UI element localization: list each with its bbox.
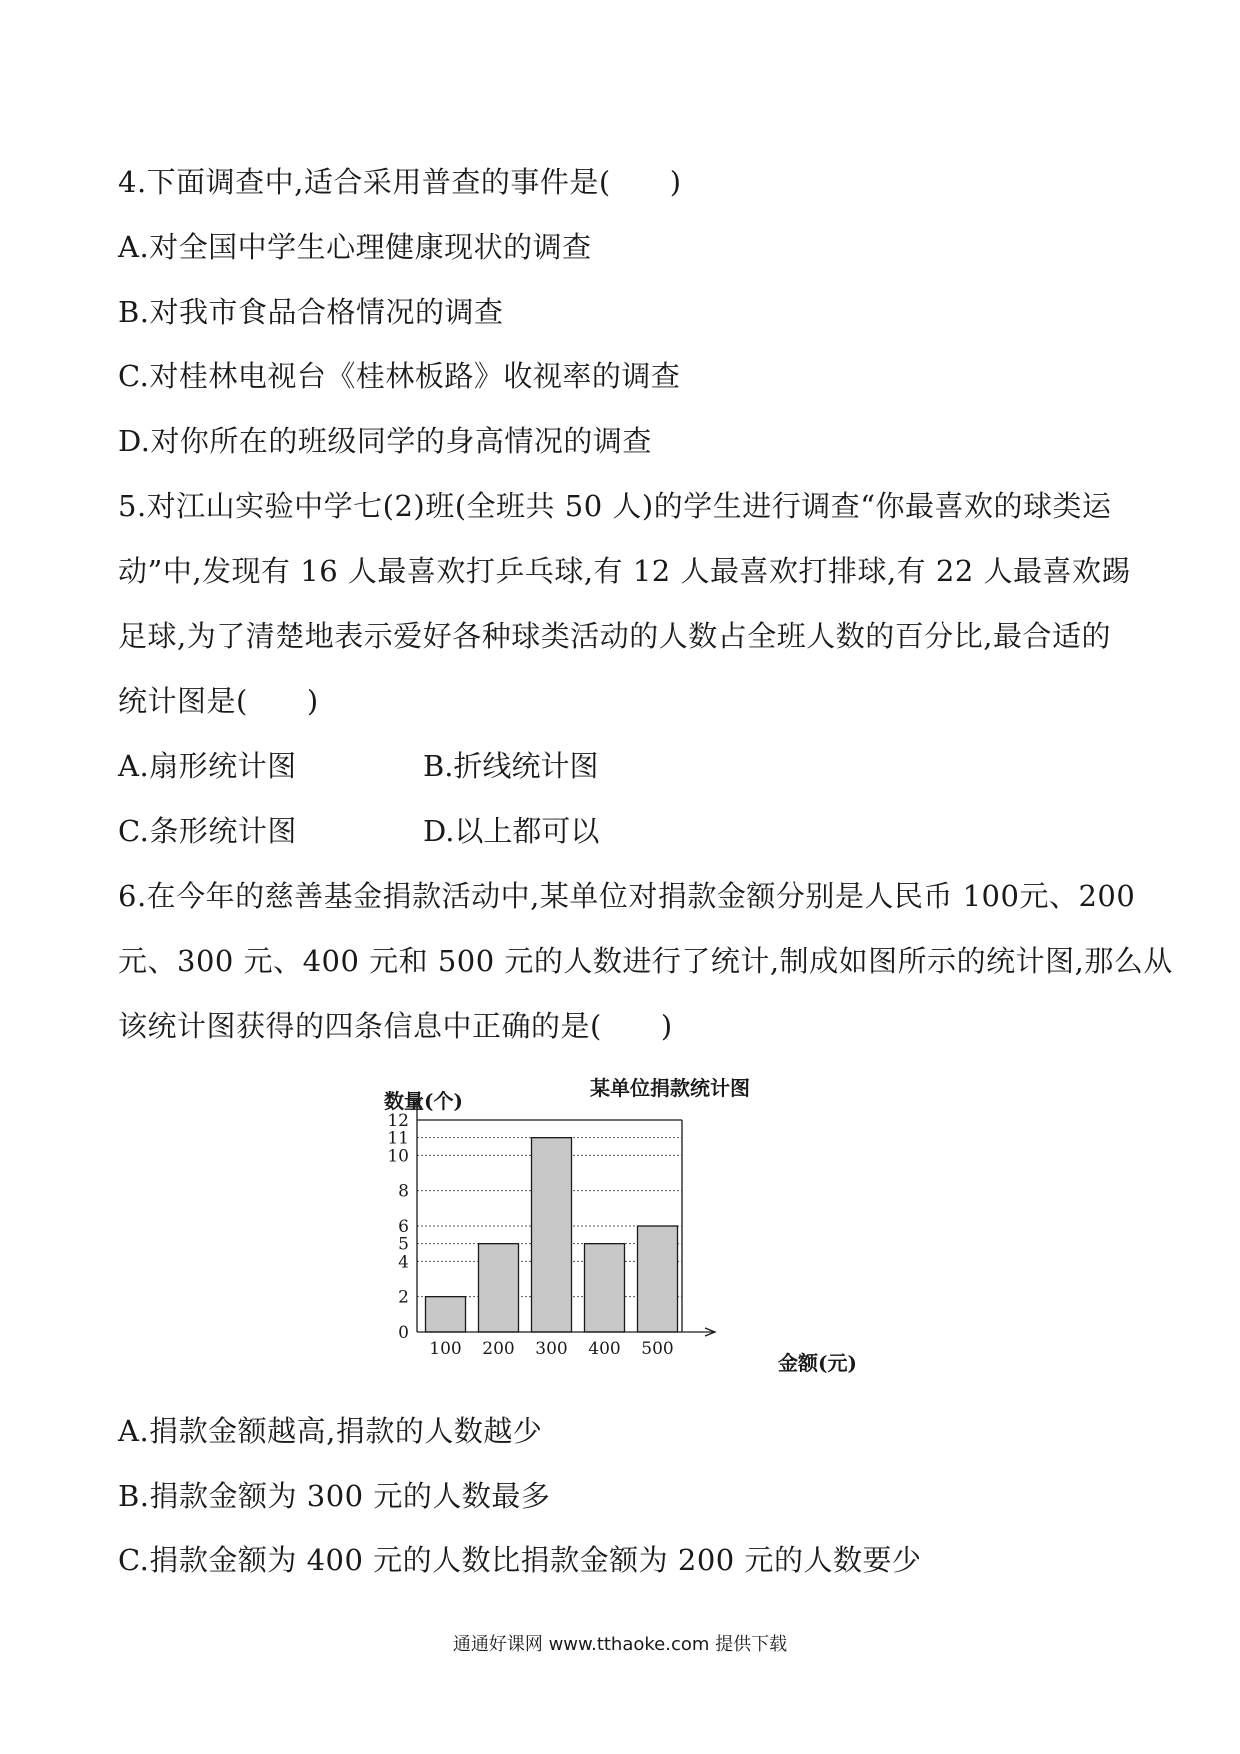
bar-300 <box>532 1138 572 1332</box>
q4-option-a: A.对全国中学生心理健康现状的调查 <box>118 230 592 264</box>
y-tick-label: 10 <box>387 1146 409 1167</box>
footer-watermark: 通通好课网 www.tthaoke.com 提供下载 <box>452 1634 788 1655</box>
donation-bar-chart <box>370 1065 870 1385</box>
q5-option-d: D.以上都可以 <box>423 814 600 848</box>
q5-option-b: B.折线统计图 <box>423 749 599 783</box>
bar-500 <box>638 1226 678 1332</box>
chart-title: 某单位捐款统计图 <box>590 1076 750 1100</box>
q6-option-a: A.捐款金额越高,捐款的人数越少 <box>118 1414 543 1448</box>
bar-100 <box>426 1297 466 1332</box>
q6-stem-line3: 该统计图获得的四条信息中正确的是( ) <box>118 1009 673 1043</box>
x-tick-label: 400 <box>588 1339 621 1359</box>
y-tick-label: 4 <box>398 1252 409 1273</box>
q5-stem-line1: 5.对江山实验中学七(2)班(全班共 50 人)的学生进行调查“你最喜欢的球类运 <box>118 489 1112 523</box>
q4-option-b: B.对我市食品合格情况的调查 <box>118 295 504 329</box>
y-tick-label: 0 <box>398 1323 409 1343</box>
bar-400 <box>585 1244 625 1332</box>
y-tick-label: 11 <box>387 1128 409 1149</box>
q4-stem: 4.下面调查中,适合采用普查的事件是( ) <box>118 165 682 199</box>
y-tick-label: 8 <box>398 1181 409 1202</box>
q5-option-c: C.条形统计图 <box>118 814 297 848</box>
x-tick-label: 200 <box>482 1339 515 1359</box>
y-tick-label: 6 <box>398 1217 409 1237</box>
q5-stem-line2: 动”中,发现有 16 人最喜欢打乒乓球,有 12 人最喜欢打排球,有 22 人最喜欢踢 <box>118 554 1131 588</box>
chart-x-ticks <box>429 1339 673 1359</box>
q5-stem-line4: 统计图是( ) <box>118 684 319 718</box>
y-tick-label: 5 <box>398 1234 409 1255</box>
x-tick-label: 500 <box>641 1339 674 1359</box>
bar-200 <box>479 1244 519 1332</box>
q5-stem-line3: 足球,为了清楚地表示爱好各种球类活动的人数占全班人数的百分比,最合适的 <box>118 619 1111 653</box>
q5-option-a: A.扇形统计图 <box>118 749 297 783</box>
q6-option-c: C.捐款金额为 400 元的人数比捐款金额为 200 元的人数要少 <box>118 1543 922 1577</box>
y-tick-label: 12 <box>387 1111 409 1131</box>
chart-y-ticks <box>387 1111 409 1343</box>
x-tick-label: 300 <box>535 1339 568 1359</box>
q6-stem-line1: 6.在今年的慈善基金捐款活动中,某单位对捐款金额分别是人民币 100元、200 <box>118 879 1136 913</box>
x-tick-label: 100 <box>429 1339 462 1359</box>
chart-y-axis-label: 数量(个) <box>384 1089 463 1113</box>
q4-option-d: D.对你所在的班级同学的身高情况的调查 <box>118 424 652 458</box>
q6-stem-line2: 元、300 元、400 元和 500 元的人数进行了统计,制成如图所示的统计图,那么从 <box>118 944 1173 978</box>
chart-bars <box>426 1138 678 1332</box>
chart-x-axis-label: 金额(元) <box>778 1351 857 1375</box>
y-tick-label: 2 <box>398 1287 409 1308</box>
q4-option-c: C.对桂林电视台《桂林板路》收视率的调查 <box>118 359 681 393</box>
q6-option-b: B.捐款金额为 300 元的人数最多 <box>118 1479 551 1513</box>
